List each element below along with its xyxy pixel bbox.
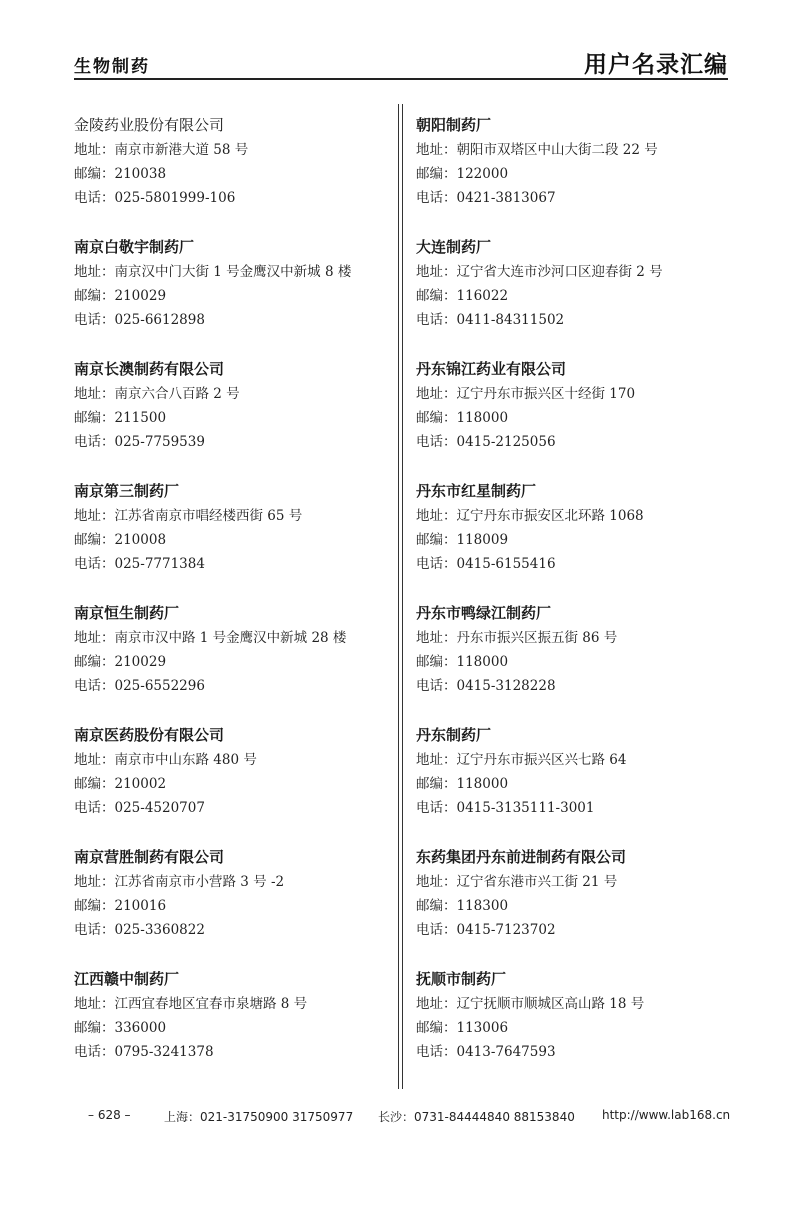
company-address: 地址：辽宁丹东市振兴区兴七路 64	[416, 752, 627, 768]
company-address: 地址：辽宁丹东市振安区北环路 1068	[416, 508, 644, 524]
website-url: http://www.lab168.cn	[602, 1108, 731, 1122]
company-phone: 电话：025-4520707	[74, 800, 205, 816]
company-phone: 电话：0421-3813067	[416, 190, 556, 206]
directory-entry	[74, 722, 384, 844]
company-address: 地址：辽宁丹东市振兴区十经街 170	[416, 386, 636, 402]
company-postcode: 邮编：118000	[416, 776, 509, 792]
directory-entry	[74, 600, 384, 722]
company-postcode: 邮编：113006	[416, 1020, 509, 1036]
company-postcode: 邮编：118000	[416, 654, 509, 670]
company-address: 地址：江西宜春地区宜春市泉塘路 8 号	[74, 996, 308, 1012]
company-address: 地址：辽宁省东港市兴工街 21 号	[416, 874, 618, 890]
company-name: 大连制药厂	[416, 238, 492, 256]
company-address: 地址：辽宁省大连市沙河口区迎春街 2 号	[416, 264, 663, 280]
company-address: 地址：南京市新港大道 58 号	[74, 142, 249, 158]
company-postcode: 邮编：118000	[416, 410, 509, 426]
company-postcode: 邮编：122000	[416, 166, 509, 182]
company-address: 地址：南京市中山东路 480 号	[74, 752, 257, 768]
company-address: 地址：朝阳市双塔区中山大街二段 22 号	[416, 142, 658, 158]
left-column	[74, 112, 384, 1088]
company-name: 朝阳制药厂	[416, 116, 492, 134]
column-divider	[398, 104, 403, 1089]
company-name: 丹东市红星制药厂	[416, 482, 537, 500]
company-phone: 电话：0415-2125056	[416, 434, 556, 450]
company-postcode: 邮编：118300	[416, 898, 509, 914]
company-phone: 电话：025-5801999-106	[74, 190, 236, 206]
company-name: 丹东锦江药业有限公司	[416, 360, 567, 378]
company-name: 南京第三制药厂	[74, 482, 180, 500]
page-number: – 628 –	[88, 1108, 131, 1122]
company-address: 地址：江苏省南京市小营路 3 号 -2	[74, 874, 285, 890]
changsha-phone: 长沙：0731-84444840 88153840	[378, 1110, 575, 1124]
company-name: 丹东制药厂	[416, 726, 492, 744]
company-postcode: 邮编：210029	[74, 654, 167, 670]
company-address: 地址：南京六合八百路 2 号	[74, 386, 240, 402]
directory-entry	[416, 234, 736, 356]
page-footer	[88, 1108, 738, 1128]
directory-entry	[416, 844, 736, 966]
section-title: 生物制药	[74, 57, 150, 77]
company-address: 地址：南京市汉中路 1 号金鹰汉中新城 28 楼	[74, 630, 347, 646]
company-postcode: 邮编：116022	[416, 288, 509, 304]
directory-entry	[416, 112, 736, 234]
directory-entry	[416, 722, 736, 844]
company-phone: 电话：025-7771384	[74, 556, 205, 572]
company-phone: 电话：0415-6155416	[416, 556, 556, 572]
company-phone: 电话：025-6612898	[74, 312, 205, 328]
company-postcode: 邮编：210002	[74, 776, 167, 792]
directory-entry	[74, 356, 384, 478]
company-phone: 电话：0415-7123702	[416, 922, 556, 938]
company-phone: 电话：0413-7647593	[416, 1044, 556, 1060]
company-name: 南京营胜制药有限公司	[74, 848, 225, 866]
directory-entry	[416, 966, 736, 1088]
company-name: 南京恒生制药厂	[74, 604, 180, 622]
directory-entry	[416, 600, 736, 722]
company-name: 南京长澳制药有限公司	[74, 360, 225, 378]
directory-entry	[416, 356, 736, 478]
company-address: 地址：江苏省南京市唱经楼西街 65 号	[74, 508, 303, 524]
header-rule	[74, 78, 728, 80]
company-phone: 电话：025-6552296	[74, 678, 205, 694]
company-name: 江西赣中制药厂	[74, 970, 180, 988]
company-postcode: 邮编：210029	[74, 288, 167, 304]
company-phone: 电话：0415-3135111-3001	[416, 800, 595, 816]
company-phone: 电话：025-3360822	[74, 922, 205, 938]
company-name: 金陵药业股份有限公司	[74, 116, 225, 134]
company-name: 丹东市鸭绿江制药厂	[416, 604, 552, 622]
company-postcode: 邮编：210038	[74, 166, 167, 182]
company-postcode: 邮编：210008	[74, 532, 167, 548]
company-address: 地址：丹东市振兴区振五街 86 号	[416, 630, 618, 646]
company-name: 东药集团丹东前进制药有限公司	[416, 848, 627, 866]
directory-entry	[74, 234, 384, 356]
company-phone: 电话：025-7759539	[74, 434, 205, 450]
company-name: 南京白敬宇制药厂	[74, 238, 195, 256]
directory-entry	[74, 966, 384, 1088]
company-name: 抚顺市制药厂	[416, 970, 507, 988]
directory-entry	[74, 112, 384, 234]
company-address: 地址：南京汉中门大街 1 号金鹰汉中新城 8 楼	[74, 264, 352, 280]
company-phone: 电话：0411-84311502	[416, 312, 565, 328]
company-postcode: 邮编：336000	[74, 1020, 167, 1036]
company-postcode: 邮编：211500	[74, 410, 167, 426]
shanghai-phone: 上海：021-31750900 31750977	[164, 1110, 354, 1124]
page-title: 用户名录汇编	[584, 52, 728, 78]
right-column	[416, 112, 736, 1088]
company-phone: 电话：0415-3128228	[416, 678, 556, 694]
company-phone: 电话：0795-3241378	[74, 1044, 214, 1060]
company-name: 南京医药股份有限公司	[74, 726, 225, 744]
directory-entry	[74, 844, 384, 966]
directory-entry	[416, 478, 736, 600]
directory-entry	[74, 478, 384, 600]
company-address: 地址：辽宁抚顺市顺城区高山路 18 号	[416, 996, 645, 1012]
company-postcode: 邮编：210016	[74, 898, 167, 914]
company-postcode: 邮编：118009	[416, 532, 509, 548]
